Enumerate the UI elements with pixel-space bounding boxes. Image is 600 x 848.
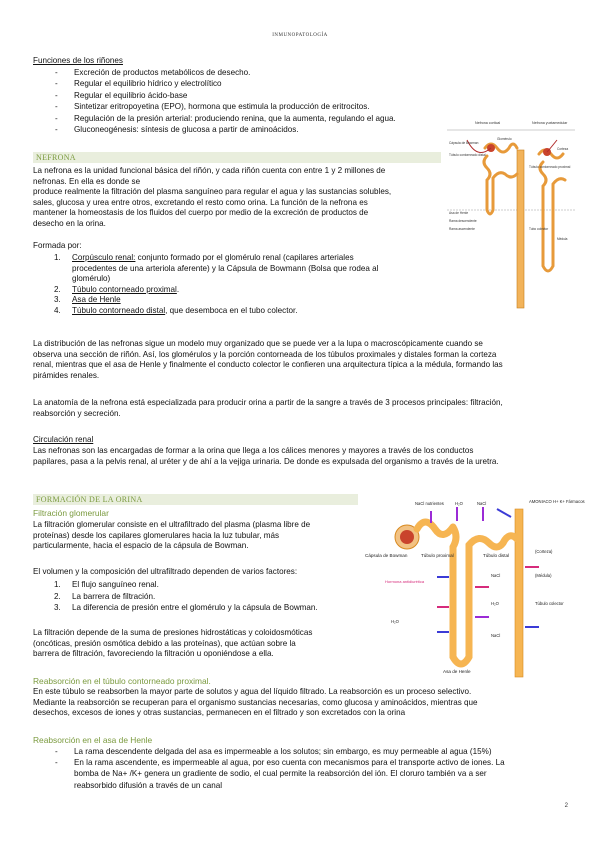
list-number: 4. <box>54 305 61 315</box>
text-line: (oncóticas, presión osmótica debido a las proteínas), que actúan sobre la <box>33 638 296 648</box>
formada-label: Formada por: <box>33 241 82 250</box>
label-tubulo-colector: Túbulo colector <box>535 601 564 606</box>
circulacion-paragraph <box>33 446 568 467</box>
label-h2o-mid: H₂O <box>491 601 499 606</box>
label-h2o-low: H₂O <box>391 619 399 624</box>
label-asa-henle: Asa de Henle <box>443 669 471 674</box>
label-corteza: (Corteza) <box>535 549 553 554</box>
label-tubulo-distal: Túbulo contorneado distal <box>449 153 486 157</box>
page-number: 2 <box>564 803 568 809</box>
reabsorcion-henle-subheading: Reabsorción en el asa de Henle <box>33 735 153 745</box>
label-medula: Médula <box>557 237 568 241</box>
volumen-intro: El volumen y la composición del ultrafiltrado dependen de varios factores: <box>33 567 298 576</box>
nefrona-paragraph <box>33 166 441 230</box>
list-number: 2. <box>54 284 61 294</box>
list-item <box>54 591 374 603</box>
reabsorcion-tcp-subheading: Reabsorción en el túbulo contorneado proximal. <box>33 676 211 686</box>
text-line: mantener la homeostasis de los fluidos del cuerpo por medio de la excreción de productos de <box>33 208 369 218</box>
text-line: desechos, excesos de iones y otras sustancias, permanecen en el filtrado y son excretados con la orina <box>33 708 406 718</box>
term: Túbulo contorneado distal <box>72 305 166 315</box>
nefrona-heading-band <box>33 152 441 163</box>
list-item <box>54 295 444 306</box>
label-nefrona-yuxta: Nefrona yuxtamedular <box>532 121 568 125</box>
label-nacl-top: NaCl <box>477 501 487 506</box>
label-capsula: Cápsula de Bowman <box>365 553 408 558</box>
list-item <box>54 602 374 614</box>
label-amoniaco: AMONIACO H+ K+ Fármacos <box>529 499 585 504</box>
urine-formation-diagram <box>365 497 585 677</box>
list-item: - Sintetizar eritropoyetina (EPO), hormona que estimula la producción de eritrocitos. <box>37 101 457 112</box>
reabsorcion-tcp-paragraph <box>33 687 568 719</box>
text-line: - En la rama ascendente, es impermeable al agua, por eso cuenta con mecanismos para el transporte activo de iones. La <box>74 758 505 768</box>
list-item: - Regular el equilibrio hídrico y electrolítico <box>37 78 457 89</box>
label-tubulo-proximal: Túbulo proximal <box>421 553 454 558</box>
list-number: 3. <box>54 295 61 305</box>
text-line: reabsorbido difusión a través de un canal <box>74 780 223 790</box>
text-line: sales, glucosa y urea entre otros, excretando el resto como orina. La función de la nefrona es <box>33 197 368 207</box>
distribucion-paragraph <box>33 339 568 381</box>
arrow <box>497 509 511 517</box>
label-tubulo-proximal: Túbulo contorneado proximal <box>529 165 571 169</box>
text-line: renal, mientras que el asa de Henle y finalmente el conducto colector le confieren una arquitectura típica a la médula, formando las <box>33 360 503 370</box>
list-number: 1. <box>54 253 61 262</box>
henle-list <box>37 746 572 791</box>
nephron-diagram <box>447 110 575 310</box>
text: conjunto formado por el glomérulo renal (capilares arteriales <box>135 253 354 262</box>
text-line: nefronas. En ella es donde se <box>33 176 141 186</box>
funciones-list <box>37 67 457 135</box>
text-line: bomba de Na+ /K+ genera un gradiente de sodio, el cual permite la reabsorción del ión. El cloruro también va a ser <box>74 769 487 779</box>
anatomia-paragraph <box>33 398 568 419</box>
list-item <box>54 253 444 285</box>
label-h2o-top: H₂O <box>455 501 463 506</box>
text-line: reabsorción y secreción. <box>33 408 121 418</box>
text: , que desemboca en el tubo colector. <box>165 305 298 315</box>
funciones-title: Funciones de los riñones <box>33 56 123 65</box>
text: La diferencia de presión entre el glomérulo y la cápsula de Bowman. <box>72 603 318 613</box>
text-line: Las nefronas son las encargadas de formar a la orina que llega a los cálices menores y mayores a través de los conductos <box>33 446 474 455</box>
text-line: La filtración glomerular consiste en el ultrafiltrado del plasma (plasma libre de <box>33 520 311 529</box>
text: procedentes de una arteriola aferente) y la Cápsula de Bowmann (Bolsa que rodea al <box>72 263 379 273</box>
text-line: Mediante la reabsorción se recuperan para el organismo sustancias necesarias, como glucosa y aminoácidos, mientras que <box>33 697 478 707</box>
text: El flujo sanguíneo renal. <box>72 580 159 589</box>
list-item <box>37 757 572 791</box>
text-line: La anatomía de la nefrona está especializada para producir orina a partir de la sangre a través de 3 procesos principales: filtración, <box>33 398 503 407</box>
label-hormona: Hormona antidiurética <box>385 579 425 584</box>
label-capsula: Cápsula de Bowman <box>449 141 479 145</box>
label-nacl-mid: NaCl <box>491 573 501 578</box>
label-tubo-colector: Tubo colector <box>529 227 549 231</box>
text-line: proteínas) desde los capilares glomerulares hacia la luz tubular, más <box>33 530 280 540</box>
text: glomérulo) <box>72 274 111 284</box>
list-item <box>54 306 444 317</box>
list-item: - Regular el equilibrio ácido-base <box>37 90 457 101</box>
text-line: desecho en la orina. <box>33 218 106 228</box>
term: Túbulo contorneado proximal <box>72 284 177 294</box>
circulacion-title: Circulación renal <box>33 435 94 444</box>
text-line: barrera de filtración, favoreciendo la filtración u oponiéndose a ella. <box>33 649 274 659</box>
running-header: INMUNOPATOLOGÍA <box>272 33 328 38</box>
cortical-tubule <box>484 144 517 214</box>
presiones-paragraph <box>33 628 358 660</box>
text-line: La filtración depende de la suma de presiones hidrostáticas y coloidosmóticas <box>33 628 313 637</box>
list-item <box>54 285 444 296</box>
text-line: La nefrona es la unidad funcional básica del riñón, y cada riñón cuenta con entre 1 y 2 millones de <box>33 166 386 175</box>
nefrona-parts-list <box>54 253 444 317</box>
label-tubulo-distal: Túbulo distal <box>483 553 510 558</box>
text-line: particularmente, hacia el espacio de la cápsula de Bowman. <box>33 541 249 551</box>
formacion-heading: FORMACIÓN DE LA ORINA <box>36 495 143 504</box>
label-rama-ascendente: Rama ascendente <box>449 227 475 231</box>
text-line: produce realmente la filtración del plasma sanguíneo para regular el agua y las sustancias solubles, <box>33 187 392 197</box>
list-number: 3. <box>54 603 61 613</box>
list-number: 1. <box>54 580 61 589</box>
list-item: - Regulación de la presión arterial: produciendo renina, que la aumenta, regulando el agua. <box>37 113 457 124</box>
text-line: En este túbulo se reabsorben la mayor parte de solutos y agua del líquido filtrado. La reabsorción es un proceso selectivo. <box>33 687 472 696</box>
label-nefrona-cortical: Nefrona cortical <box>475 121 501 125</box>
formacion-heading-band <box>33 494 358 505</box>
text-line: pirámides renales. <box>33 370 100 380</box>
label-asa-henle: Asa de Henle <box>449 211 469 215</box>
label-rama-descendente: Rama descendente <box>449 219 477 223</box>
label-nacl-low: NaCl <box>491 633 501 638</box>
label-glomerulo: Glomérulo <box>497 137 512 141</box>
term: Asa de Henle <box>72 295 121 305</box>
term: Corpúsculo renal: <box>72 253 136 262</box>
list-number: 2. <box>54 591 61 601</box>
glomerulus <box>400 530 414 544</box>
filtracion-subheading: Filtración glomerular <box>33 508 109 518</box>
text: La barrera de filtración. <box>72 591 156 601</box>
text: . <box>176 284 180 294</box>
list-item: - Excreción de productos metabólicos de desecho. <box>37 67 457 78</box>
text-line: observa una sección de riñón. Así, los glomérulos y la porción contorneada de los túbulos proximales y distales forman la corteza <box>33 349 497 359</box>
list-item: - Gluconeogénesis: síntesis de glucosa a partir de aminoácidos. <box>37 124 457 135</box>
text-line: papilares, pasa a la pelvis renal, al uréter y de ahí a la vejiga urinaria. De donde es expulsada del organismo a través de la uretra. <box>33 456 499 466</box>
nephron-tubule <box>417 522 517 664</box>
filtracion-paragraph <box>33 520 358 552</box>
label-medula: (Médula) <box>535 573 552 578</box>
nefrona-heading: NEFRONA <box>36 153 76 162</box>
label-corteza: Corteza <box>557 147 569 151</box>
factors-list <box>54 579 374 614</box>
list-item <box>54 579 374 591</box>
list-item: - La rama descendente delgada del asa es impermeable a los solutos; sin embargo, es muy permeable al agua (15%) <box>37 746 572 757</box>
label-nacl-nutrientes: NaCl nutrientes <box>415 501 444 506</box>
text-line: La distribución de las nefronas sigue un modelo muy organizado que se puede ver a la lupa o macroscópicamente cuando se <box>33 339 483 348</box>
